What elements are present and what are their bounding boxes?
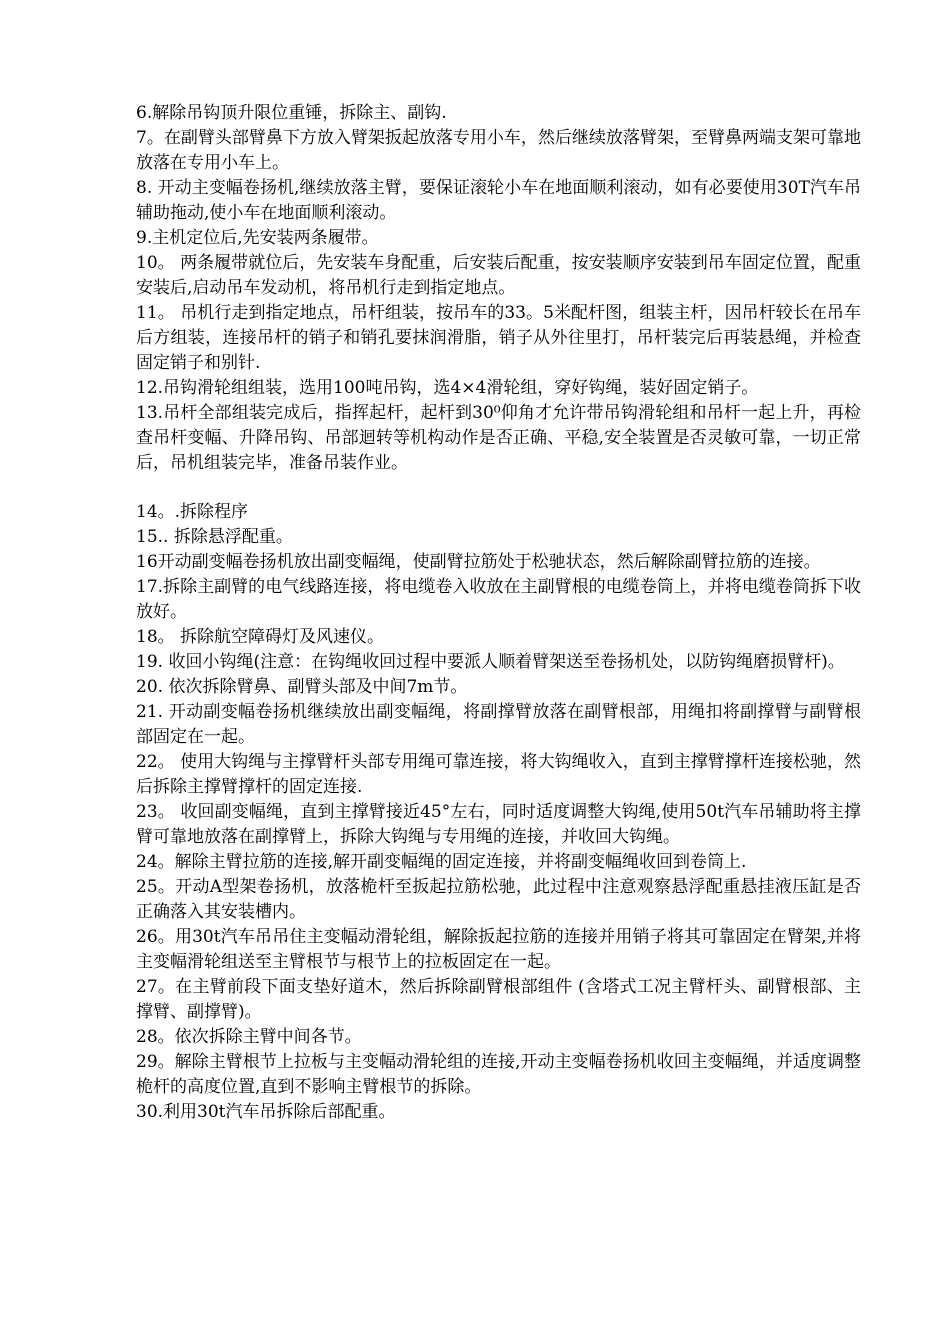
paragraph-step-28: 28。依次拆除主臂中间各节。: [136, 1027, 362, 1047]
paragraph-step-17: 17.拆除主副臂的电气线路连接，将电缆卷入收放在主副臂根的电缆卷筒上，并将电缆卷筒拆下收放好。: [136, 577, 861, 622]
paragraph-step-23: 23。 收回副变幅绳，直到主撑臂接近45°左右，同时适度调整大钩绳,使用50t汽车吊辅助将主撑臂可靠地放落在副撑臂上，拆除大钩绳与专用绳的连接，并收回大钩绳。: [136, 802, 861, 847]
paragraph-step-24: 24。解除主臂拉筋的连接,解开副变幅绳的固定连接，并将副变幅绳收回到卷筒上.: [136, 852, 747, 872]
paragraph-step-9: 9.主机定位后,先安装两条履带。: [136, 228, 379, 248]
heading-removal-procedure: 14。.拆除程序: [136, 502, 249, 522]
paragraph-step-7: 7。在副臂头部臂鼻下方放入臂架扳起放落专用小车，然后继续放落臂架，至臂鼻两端支架可靠地放落在专用小车上。: [136, 128, 861, 173]
paragraph-step-21: 21. 开动副变幅卷扬机继续放出副变幅绳，将副撑臂放落在副臂根部，用绳扣将副撑臂与副臂根部固定在一起。: [136, 702, 861, 747]
paragraph-step-8: 8. 开动主变幅卷扬机,继续放落主臂，要保证滚轮小车在地面顺利滚动，如有必要使用30T汽车吊辅助拖动,使小车在地面顺利滚动。: [136, 178, 861, 223]
paragraph-step-22: 22。 使用大钩绳与主撑臂杆头部专用绳可靠连接，将大钩绳收入，直到主撑臂撑杆连接松驰，然后拆除主撑臂撑杆的固定连接.: [136, 752, 861, 797]
blank-line: [136, 476, 861, 500]
paragraph-step-15: 15.. 拆除悬浮配重。: [136, 527, 293, 547]
paragraph-step-20: 20. 依次拆除臂鼻、副臂头部及中间7m节。: [136, 677, 468, 697]
paragraph-step-19: 19. 收回小钩绳(注意：在钩绳收回过程中要派人顺着臂架送至卷扬机处，以防钩绳磨损臂杆)。: [136, 652, 845, 672]
paragraph-step-12: 12.吊钩滑轮组组装，选用100吨吊钩，选4×4滑轮组，穿好钩绳，装好固定销子。: [136, 378, 759, 398]
document-page: [136, 101, 861, 1125]
paragraph-step-10: 10。 两条履带就位后，先安装车身配重，后安装后配重，按安装顺序安装到吊车固定位置，配重安装后,启动吊车发动机，将吊机行走到指定地点。: [136, 253, 861, 298]
paragraph-step-6: 6.解除吊钩顶升限位重锤，拆除主、副钩.: [136, 103, 447, 123]
paragraph-step-16: 16开动副变幅卷扬机放出副变幅绳，使副臂拉筋处于松驰状态，然后解除副臂拉筋的连接。: [136, 552, 821, 572]
paragraph-step-13: 13.吊杆全部组装完成后，指挥起杆，起杆到30⁰仰角才允许带吊钩滑轮组和吊杆一起上升，再检查吊杆变幅、升降吊钩、吊部迴转等机构动作是否正确、平稳,安全装置是否灵敏可靠，一切正常后，吊机组装完毕，准备吊装作业。: [136, 403, 861, 473]
paragraph-step-30: 30.利用30t汽车吊拆除后部配重。: [136, 1102, 396, 1122]
paragraph-step-11: 11。 吊机行走到指定地点，吊杆组装，按吊车的33。5米配杆图，组装主杆，因吊杆较长在吊车后方组装，连接吊杆的销子和销孔要抹润滑脂，销子从外往里打，吊杆装完后再装悬绳，并检查固定销子和别针.: [136, 303, 861, 373]
paragraph-step-25: 25。开动A型架卷扬机，放落桅杆至扳起拉筋松驰，此过程中注意观察悬浮配重悬挂液压缸是否正确落入其安装槽内。: [136, 877, 861, 922]
paragraph-step-29: 29。解除主臂根节上拉板与主变幅动滑轮组的连接,开动主变幅卷扬机收回主变幅绳，并适度调整桅杆的高度位置,直到不影响主臂根节的拆除。: [136, 1052, 861, 1097]
paragraph-step-26: 26。用30t汽车吊吊住主变幅动滑轮组，解除扳起拉筋的连接并用销子将其可靠固定在臂架,并将主变幅滑轮组送至主臂根节与根节上的拉板固定在一起。: [136, 927, 861, 972]
paragraph-step-27: 27。在主臂前段下面支垫好道木，然后拆除副臂根部组件 (含塔式工况主臂杆头、副臂根部、主撑臂、副撑臂)。: [136, 977, 861, 1022]
paragraph-step-18: 18。 拆除航空障碍灯及风速仪。: [136, 627, 385, 647]
